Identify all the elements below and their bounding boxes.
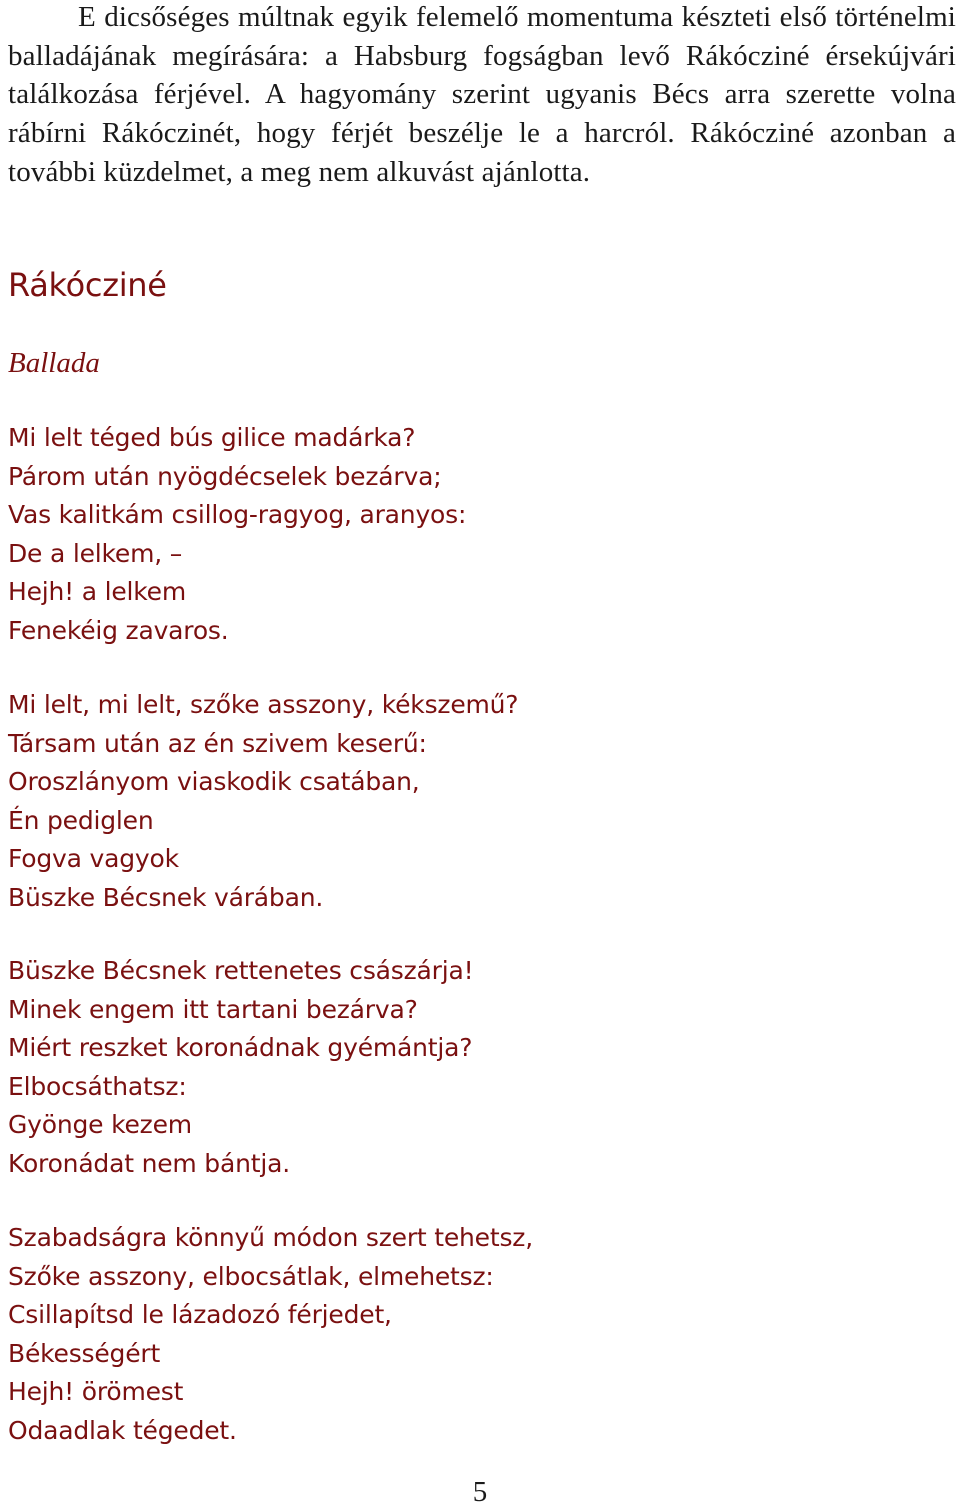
poem-line: Elbocsáthatsz: [8, 1071, 187, 1101]
poem-subtitle: Ballada [8, 347, 100, 379]
poem-line: Társam után az én szivem keserű: [8, 728, 427, 758]
page-number: 5 [472, 1476, 488, 1508]
intro-paragraph: E dicsőséges múltnak egyik felemelő momentuma készteti első történelmi balladájának megírására: a Habsburg fogságban levő Rákócziné érsekújvári találkozása férjével. A hagyomány szerint ugyanis Bécs arra szerette volna rábírni Rákóczinét, hogy férjét beszélje le a harcról. Rákócziné azonban a további küzdelmet, a meg nem alkuvást ajánlotta. [8, 1, 956, 188]
poem-line: Koronádat nem bántja. [8, 1148, 290, 1178]
poem-line: Szőke asszony, elbocsátlak, elmehetsz: [8, 1261, 494, 1291]
poem-line: Odaadlak tégedet. [8, 1415, 237, 1445]
poem-line: Én pediglen [8, 805, 154, 835]
poem-line: Oroszlányom viaskodik csatában, [8, 767, 420, 796]
poem-line: Hejh! örömest [8, 1377, 184, 1406]
poem-line: Csillapítsd le lázadozó férjedet, [8, 1300, 392, 1329]
poem-title: Rákócziné [8, 266, 167, 304]
poem-line: Párom után nyögdécselek bezárva; [8, 461, 442, 491]
poem-line: Fogva vagyok [8, 844, 179, 873]
poem-line: De a lelkem, – [8, 538, 183, 568]
poem-line: Hejh! a lelkem [8, 577, 186, 606]
poem-line: Vas kalitkám csillog-ragyog, aranyos: [8, 500, 467, 529]
stanza-2 [8, 686, 518, 917]
poem-line: Mi lelt téged bús gilice madárka? [8, 423, 416, 452]
poem-line: Miért reszket koronádnak gyémántja? [8, 1033, 473, 1062]
poem-line: Büszke Bécsnek várában. [8, 882, 324, 912]
stanza-1 [8, 419, 466, 650]
poem-line: Fenekéig zavaros. [8, 615, 229, 645]
poem-line: Békességért [8, 1338, 161, 1368]
stanza-4 [8, 1219, 533, 1450]
poem-line: Mi lelt, mi lelt, szőke asszony, kékszemű? [8, 690, 519, 719]
poem-line: Büszke Bécsnek rettenetes császárja! [8, 956, 474, 985]
poem-line: Szabadságra könnyű módon szert tehetsz, [8, 1223, 533, 1252]
poem-line: Minek engem itt tartani bezárva? [8, 994, 418, 1024]
stanza-3 [8, 952, 473, 1183]
poem-line: Gyönge kezem [8, 1110, 192, 1139]
